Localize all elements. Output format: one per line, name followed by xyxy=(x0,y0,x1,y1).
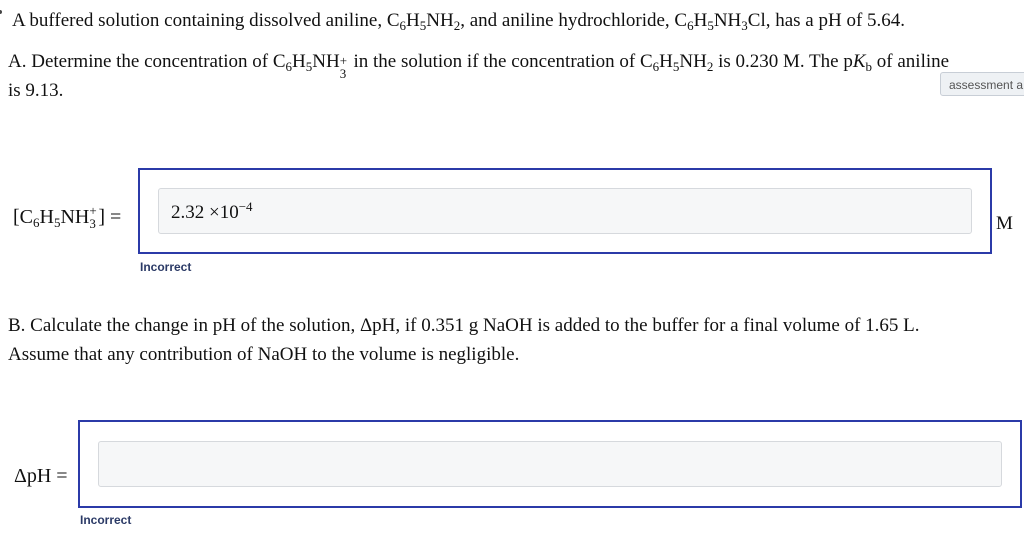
label-charge-stack: + 3 xyxy=(89,203,97,231)
part-a-status: Incorrect xyxy=(140,260,192,274)
part-a-label: [$C_6H_5NH$ + 3 ] = xyxy=(13,203,122,231)
bullet xyxy=(0,0,8,28)
part-a-answer-value: $2.32 \times 10^{-4}$ xyxy=(171,199,253,223)
part-b-question: B. Calculate the change in pH of the solution, ΔpH, if 0.351 g NaOH is added to the buffer for a final volume of 1.65 L. xyxy=(8,315,920,336)
part-a-unit: M xyxy=(996,213,1013,234)
part-a-question: A. Determine the concentration of $C_6H_5NH$ + 3 in the solution if the concentration of $C_6H_5NH_2$ is 0.230 M. The $pK_b$ of aniline xyxy=(8,51,950,81)
charge-stack: + 3 xyxy=(339,53,348,81)
part-b-question-line2: Assume that any contribution of NaOH to the volume is negligible. xyxy=(8,344,520,365)
part-b-answer-input[interactable] xyxy=(98,441,1002,487)
part-b-label: ΔpH = xyxy=(14,465,68,487)
assessment-tag: assessment a xyxy=(940,72,1024,96)
intro-text: A buffered solution containing dissolved aniline, $C_6H_5NH_2$, and aniline hydrochloride, $C_6H_5NH_3Cl$, has a pH of 5.64. xyxy=(12,10,906,33)
part-a-answer-frame xyxy=(138,168,992,254)
part-b-answer-frame xyxy=(78,420,1022,508)
part-b-status: Incorrect xyxy=(80,513,132,527)
part-a-question-line2: is 9.13. xyxy=(8,80,64,101)
part-a-answer-input[interactable] xyxy=(158,188,972,234)
bullet-dot xyxy=(0,10,2,14)
